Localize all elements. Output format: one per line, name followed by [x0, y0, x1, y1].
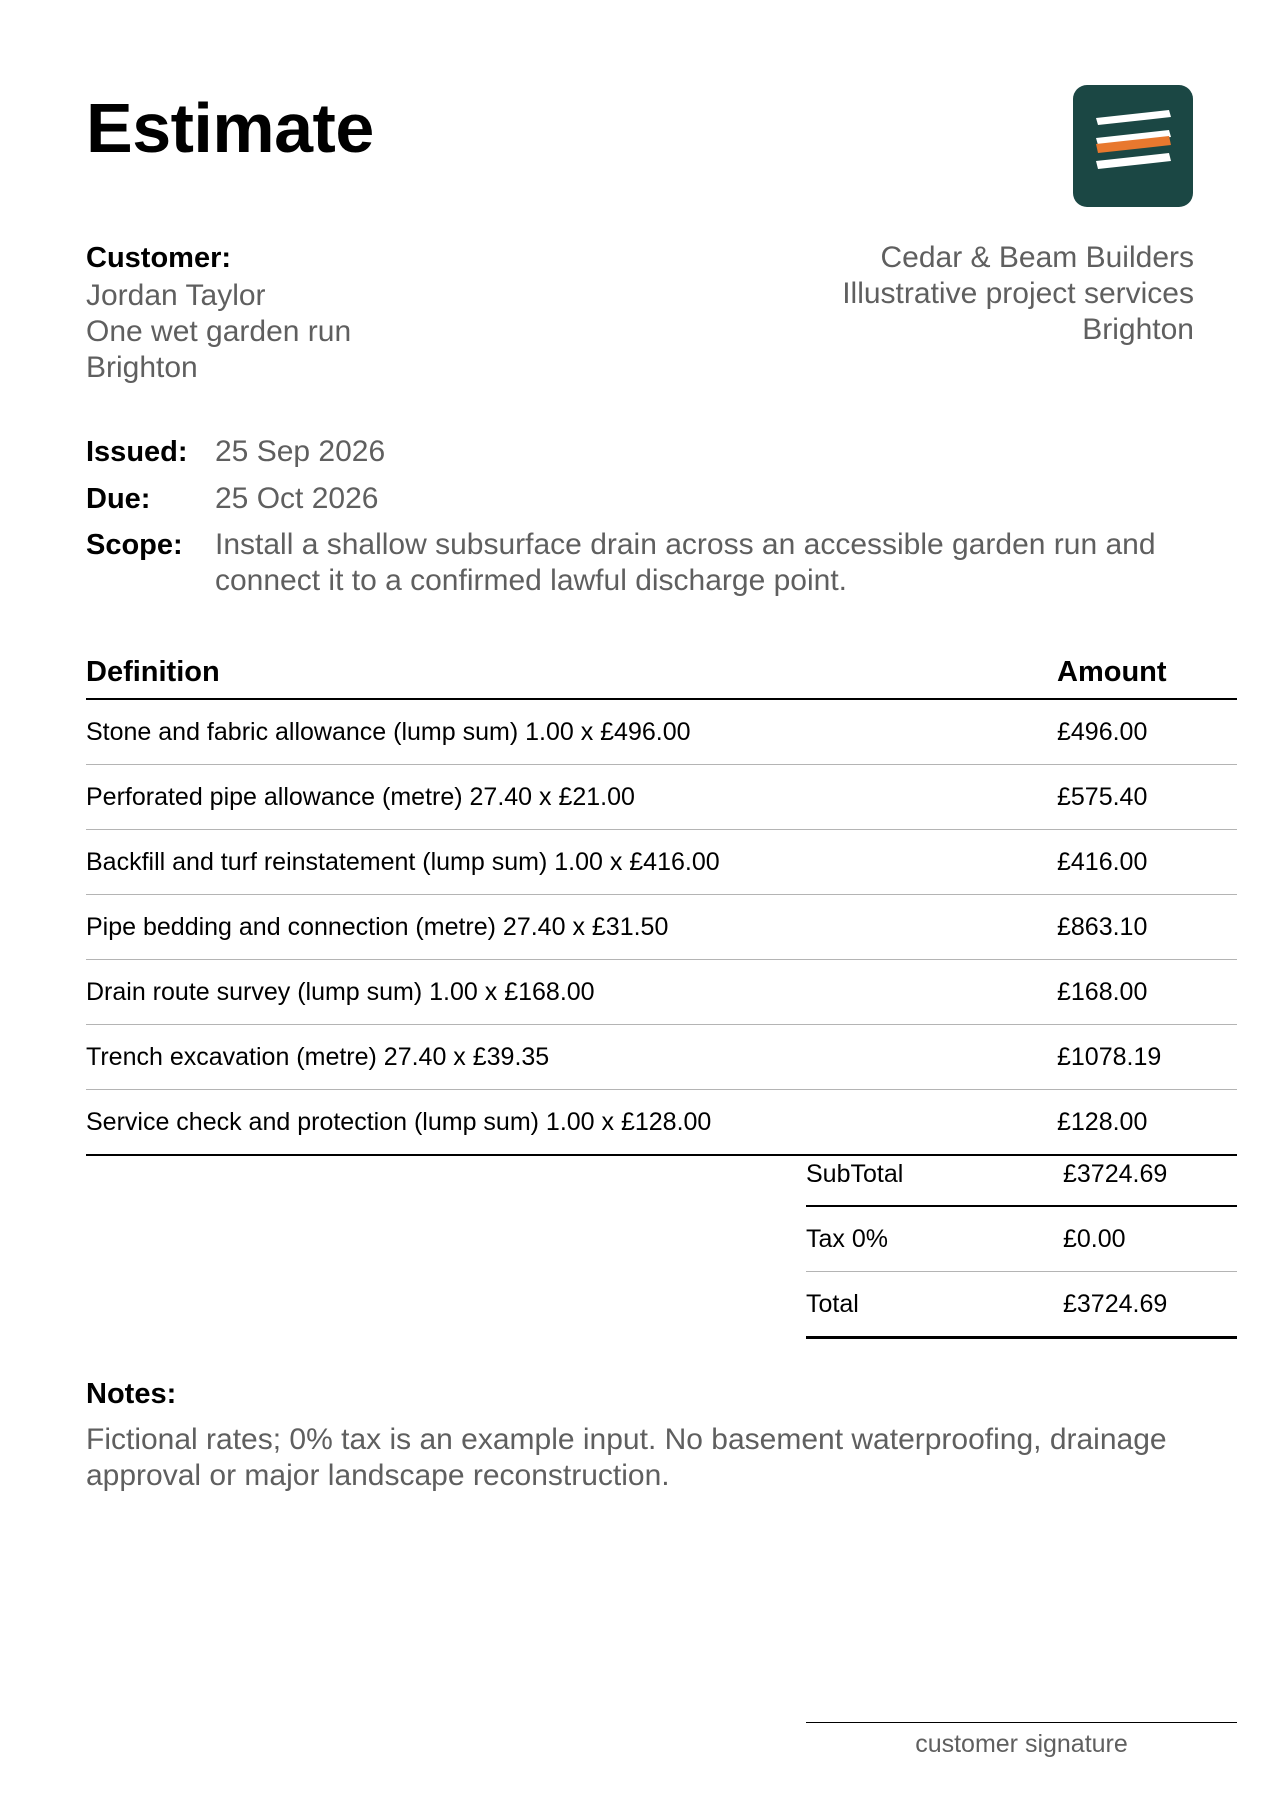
- tax-row: [806, 1206, 1237, 1272]
- subtotal-value: £3724.69: [1063, 1143, 1237, 1206]
- company-tagline: Illustrative project services: [842, 277, 1194, 310]
- item-amount: £863.10: [1057, 895, 1237, 960]
- tax-value: £0.00: [1063, 1206, 1237, 1272]
- company-city: Brighton: [1082, 313, 1194, 346]
- item-description: Backfill and turf reinstatement (lump sum) 1.00 x £416.00: [86, 830, 1057, 895]
- subtotal-label: SubTotal: [806, 1143, 1063, 1206]
- table-row: [86, 895, 1237, 960]
- company-block: [842, 240, 1194, 348]
- item-amount: £168.00: [1057, 960, 1237, 1025]
- item-amount: £128.00: [1057, 1090, 1237, 1156]
- table-header-row: [86, 646, 1237, 699]
- signature-line: [806, 1722, 1237, 1723]
- due-label: Due:: [86, 483, 151, 515]
- amount-header: Amount: [1057, 646, 1237, 699]
- table-row: [86, 765, 1237, 830]
- tax-label: Tax 0%: [806, 1206, 1063, 1272]
- total-value: £3724.69: [1063, 1272, 1237, 1338]
- item-amount: £496.00: [1057, 699, 1237, 765]
- signature-label: customer signature: [915, 1730, 1128, 1758]
- customer-name: Jordan Taylor: [86, 279, 266, 312]
- customer-label: Customer:: [86, 242, 232, 274]
- scope-row: [86, 527, 1206, 599]
- scope-label: Scope:: [86, 529, 183, 561]
- notes-text: Fictional rates; 0% tax is an example input. No basement waterproofing, drainage approval or major landscape reconstruction.: [86, 1423, 1167, 1492]
- table-row: [86, 699, 1237, 765]
- customer-block: [86, 238, 351, 386]
- notes-label: Notes:: [86, 1378, 177, 1410]
- item-description: Perforated pipe allowance (metre) 27.40 x £21.00: [86, 765, 1057, 830]
- item-amount: £1078.19: [1057, 1025, 1237, 1090]
- issued-label: Issued:: [86, 436, 188, 468]
- item-amount: £575.40: [1057, 765, 1237, 830]
- issued-date: 25 Sep 2026: [215, 435, 386, 468]
- scope-text: Install a shallow subsurface drain across an accessible garden run and connect it to a confirmed lawful discharge point.: [215, 528, 1156, 597]
- totals-table: [806, 1143, 1237, 1339]
- customer-address: One wet garden run: [86, 315, 352, 348]
- due-date: 25 Oct 2026: [215, 482, 379, 515]
- item-description: Drain route survey (lump sum) 1.00 x £168.00: [86, 960, 1057, 1025]
- estimate-meta: [86, 434, 1206, 599]
- document-title: Estimate: [86, 89, 374, 167]
- total-row: [806, 1272, 1237, 1338]
- subtotal-row: [806, 1143, 1237, 1206]
- company-logo: [1073, 85, 1193, 207]
- table-row: [86, 830, 1237, 895]
- item-description: Stone and fabric allowance (lump sum) 1.00 x £496.00: [86, 699, 1057, 765]
- item-description: Trench excavation (metre) 27.40 x £39.35: [86, 1025, 1057, 1090]
- issued-row: [86, 434, 1206, 481]
- stacked-planks-icon: [1073, 85, 1193, 207]
- notes-block: [86, 1374, 1236, 1494]
- table-row: [86, 1025, 1237, 1090]
- total-label: Total: [806, 1272, 1063, 1338]
- line-items-table: [86, 646, 1237, 1156]
- item-description: Pipe bedding and connection (metre) 27.40 x £31.50: [86, 895, 1057, 960]
- customer-city: Brighton: [86, 351, 198, 384]
- company-name: Cedar & Beam Builders: [880, 241, 1194, 274]
- item-amount: £416.00: [1057, 830, 1237, 895]
- table-row: [86, 960, 1237, 1025]
- item-description: Service check and protection (lump sum) 1.00 x £128.00: [86, 1090, 1057, 1156]
- due-row: [86, 481, 1206, 527]
- definition-header: Definition: [86, 646, 1057, 699]
